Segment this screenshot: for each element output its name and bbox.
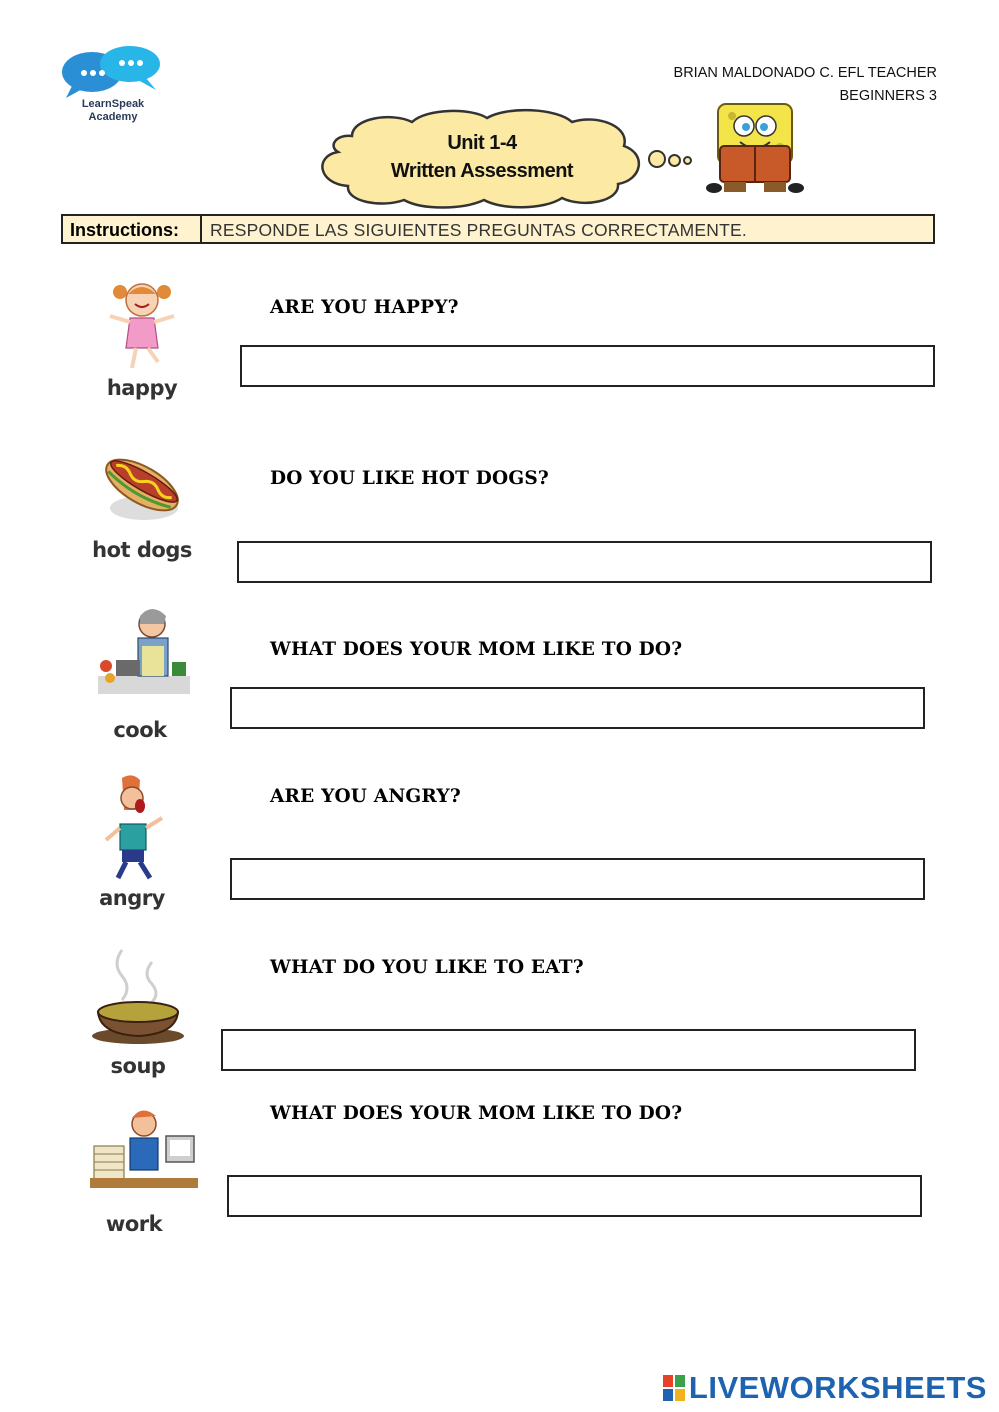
liveworksheets-logo-icon [663,1375,685,1401]
hot-dogs-picture [92,440,192,570]
answer-box-2[interactable] [237,541,932,583]
question-6: WHAT DOES YOUR MOM LIKE TO DO? [270,1103,683,1124]
chat-bubbles-icon [58,44,168,100]
hot-dog-icon [92,440,192,530]
question-4: ARE YOU ANGRY? [270,786,461,807]
happy-picture [92,276,192,406]
question-3: WHAT DOES YOUR MOM LIKE TO DO? [270,639,683,660]
question-5: WHAT DO YOU LIKE TO EAT? [270,957,584,978]
question-2: DO YOU LIKE HOT DOGS? [270,468,549,489]
office-worker-icon [84,1100,200,1204]
answer-box-4[interactable] [230,858,925,900]
unit-title: Unit 1-4 [447,132,517,154]
course-level: BEGINNERS 3 [839,88,937,104]
answer-box-1[interactable] [240,345,935,387]
logo-line-2: Academy [88,111,138,123]
soup-bowl-icon [88,942,188,1046]
logo-line-1: LearnSpeak [81,98,145,110]
instructions-label: Instructions: [63,216,202,242]
soup-label: soup [110,1054,166,1078]
academy-logo [58,44,168,134]
question-1: ARE YOU HAPPY? [270,297,459,318]
assessment-title: Written Assessment [390,160,574,182]
liveworksheets-brand [663,1370,987,1406]
thought-bubble-medium [668,154,681,167]
teacher-name: BRIAN MALDONADO C. EFL TEACHER [673,65,937,81]
soup-picture [88,942,188,1082]
happy-label: happy [106,376,178,400]
happy-girl-icon [92,276,192,372]
cook-picture [90,602,190,752]
hot-dogs-label: hot dogs [92,538,192,562]
answer-box-3[interactable] [230,687,925,729]
brand-name: LIVEWORKSHEETS [688,1370,987,1405]
angry-woman-icon [82,774,182,882]
angry-picture [82,774,182,914]
cook-label: cook [113,718,167,742]
work-picture [84,1100,184,1240]
instructions-text: RESPONDE LAS SIGUIENTES PREGUNTAS CORRECTAMENTE. [210,220,747,240]
title-cloud [312,106,652,212]
cooking-woman-icon [90,602,194,702]
angry-label: angry [99,886,165,910]
answer-box-5[interactable] [221,1029,916,1071]
thought-cloud-icon [312,106,652,212]
answer-box-6[interactable] [227,1175,922,1217]
work-label: work [105,1212,163,1236]
reading-character-image [700,100,810,196]
instructions-bar [61,214,935,244]
thought-bubble-small [683,156,692,165]
